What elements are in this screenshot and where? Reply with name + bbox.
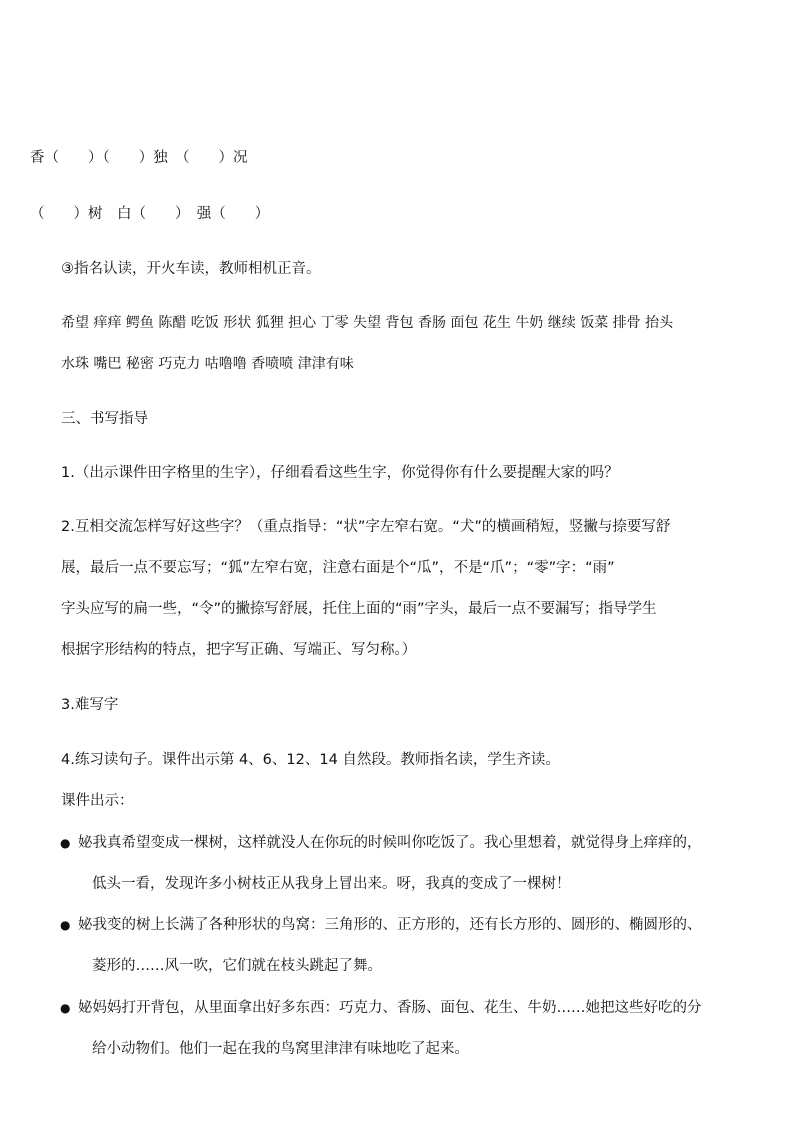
fill-blank-row-1: 香（ ）（ ）独 （ ）况 bbox=[30, 150, 248, 166]
bullet-1-line-2: 低头一看，发现许多小树枝正从我身上冒出来。呀，我真的变成了一棵树！ bbox=[92, 876, 571, 892]
item-2-line-2: 展，最后一点不要忘写；“狐”左窄右宽，注意右面是个“瓜”，不是“爪”；“零”字：“雨” bbox=[61, 560, 615, 576]
item-2-line-1: 2.互相交流怎样写好这些字？（重点指导：“状”字左窄右宽。“犬”的横画稍短，竖撇与捺要写舒 bbox=[61, 519, 671, 535]
bullet-1-line-1: 妼我真希望变成一棵树，这样就没人在你玩的时候叫你吃饭了。我心里想着，就觉得身上痒痒的， bbox=[78, 835, 702, 851]
item-4: 4.练习读句子。课件出示第 4、6、12、14 自然段。教师指名读，学生齐读。 bbox=[61, 752, 560, 768]
item-1: 1.（出示课件田字格里的生字），仔细看看这些生字，你觉得你有什么要提醒大家的吗？ bbox=[61, 465, 619, 481]
step3-instruction: ③指名认读，开火车读，教师相机正音。 bbox=[61, 261, 321, 277]
bullet-2-line-1: 妼我变的树上长满了各种形状的鸟窝：三角形的、正方形的，还有长方形的、圆形的、椭圆形的、 bbox=[78, 917, 702, 933]
bullet-2-line-2: 菱形的……风一吹，它们就在枝头跳起了舞。 bbox=[92, 958, 382, 974]
courseware-label: 课件出示： bbox=[61, 793, 134, 809]
section-heading: 三、书写指导 bbox=[61, 411, 148, 427]
word-list-line-1: 希望 痒痒 鳄鱼 陈醋 吃饭 形状 狐狸 担心 丁零 失望 背包 香肠 面包 花生 牛奶 继续 饭菜 排骨 抬头 bbox=[61, 315, 674, 331]
word-list-line-2: 水珠 嘴巴 秘密 巧克力 咕噜噜 香喷喷 津津有味 bbox=[61, 356, 354, 372]
item-3: 3.难写字 bbox=[61, 697, 119, 713]
bullet-3-line-2: 给小动物们。他们一起在我的鸟窝里津津有味地吃了起来。 bbox=[92, 1041, 469, 1057]
item-2-line-4: 根据字形结构的特点，把字写正确、写端正、写匀称。） bbox=[61, 642, 417, 658]
bullet-icon: ● bbox=[60, 836, 71, 850]
bullet-icon: ● bbox=[60, 918, 71, 932]
bullet-3-line-1: 妼妈妈打开背包，从里面拿出好多东西：巧克力、香肠、面包、花生、牛奶……她把这些好吃的分 bbox=[78, 1000, 702, 1016]
item-2-line-3: 字头应写的扁一些，“令”的撇捺写舒展，托住上面的“雨”字头，最后一点不要漏写；指导学生 bbox=[61, 601, 657, 617]
bullet-icon: ● bbox=[60, 1001, 71, 1015]
fill-blank-row-2: （ ）树 白（ ） 强（ ） bbox=[30, 206, 270, 222]
